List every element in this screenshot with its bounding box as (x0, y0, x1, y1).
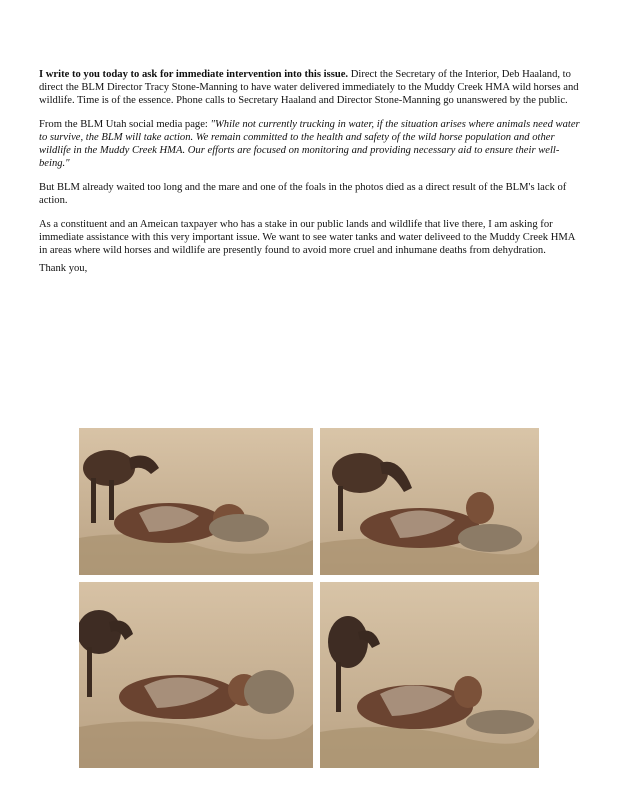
closing-thank-you: Thank you, (39, 263, 88, 274)
paragraph-constituent-request: As a constituent and an Ameican taxpayer who has a stake in our public lands and wildlife that live there, I am asking for immediate assistance with this very important issue. We want to see water tanks and water deliveed to the Muddy Creek HMA in areas where wild horses and wildlife are presently found to avoid more cruel and inhumane deaths from dehydration. (39, 219, 575, 256)
letter-body (39, 68, 584, 268)
photo-horses-top-right (320, 428, 539, 575)
request-bold-lead: I write to you today to ask for immediate intervention into this issue. (39, 69, 349, 80)
paragraph-blm-quote (39, 118, 584, 170)
request-text: Direct the Secretary of the Interior, Deb Haaland, to direct the BLM Director Tracy Stone-Manning to have water delivered immediately to the Muddy Creek HMA wild horses and wildlife. Time is of the essence. Phone calls to Secretary Haaland and Director Stone-Manning go unanswered by the public. (39, 69, 579, 106)
photo-horses-bottom-left (79, 582, 313, 768)
blm-quote: "While not currently trucking in water, if the situation arises where animals need water to survive, the BLM will take action. We remain committed to the health and safety of the wild horse population and other wildlife in the Muddy Creek HMA. Our efforts are focused on monitoring and providing necessary aid to ensure their well-being." (39, 119, 580, 169)
quote-intro: From the BLM Utah social media page: (39, 119, 211, 130)
paragraph-request (39, 68, 584, 107)
photo-horses-bottom-right (320, 582, 539, 768)
paragraph-blm-delay: But BLM already waited too long and the mare and one of the foals in the photos died as a direct result of the BLM's lack of action. (39, 182, 567, 206)
photo-horses-top-left (79, 428, 313, 575)
